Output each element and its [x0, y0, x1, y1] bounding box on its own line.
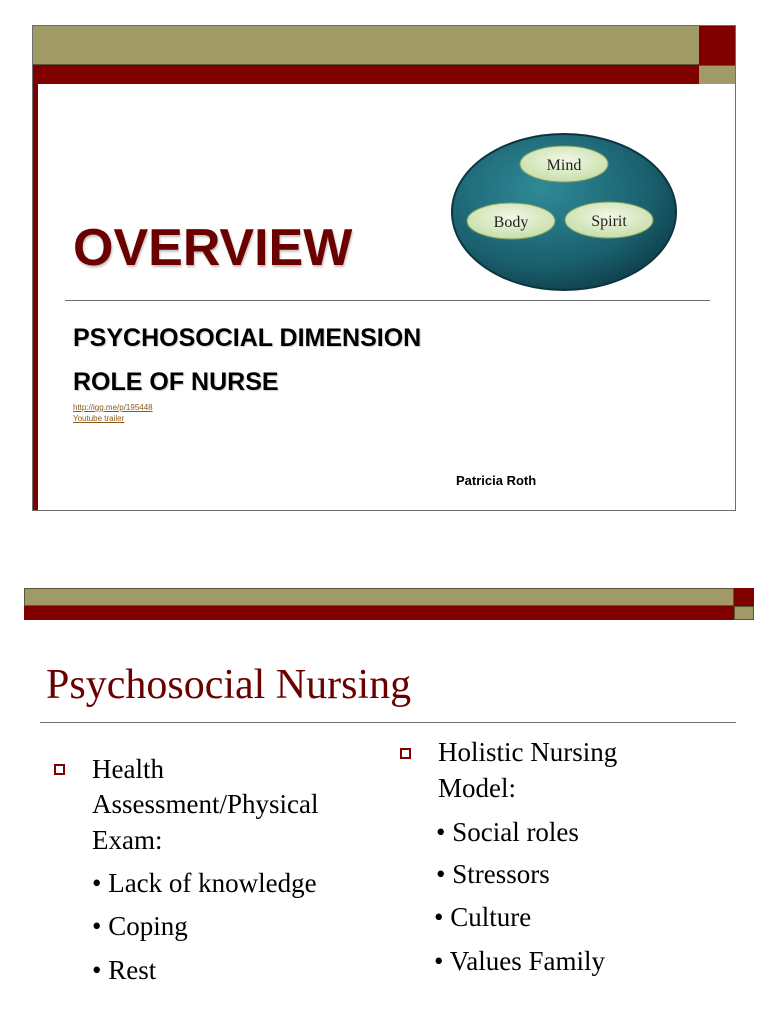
slide-title: OVERVIEW [73, 219, 353, 277]
list-item: • Stressors [436, 859, 550, 889]
header-olive-bar [24, 588, 734, 606]
slide-title: Psychosocial Nursing [46, 662, 412, 708]
right-heading-line: Holistic Nursing [438, 737, 618, 767]
author-name: Patricia Roth [456, 473, 537, 488]
list-item: • Coping [92, 911, 188, 941]
left-heading-line: Health [92, 754, 164, 784]
slide-overview [32, 25, 736, 511]
list-item: • Social roles [436, 817, 579, 847]
title-divider [40, 722, 736, 723]
left-heading-line: Assessment/Physical [92, 789, 319, 819]
mind-body-spirit-diagram [447, 126, 677, 301]
header-maroon-bar [24, 606, 734, 620]
right-heading-line: Model: [438, 773, 516, 803]
title-divider [65, 300, 710, 301]
list-item: • Culture [434, 902, 532, 932]
body-label: Body [493, 214, 529, 231]
list-item: • Lack of knowledge [92, 868, 317, 898]
header-corner-square [699, 26, 736, 65]
list-item: • Values Family [434, 946, 605, 976]
header-olive-bar [33, 26, 699, 65]
youtube-trailer-link[interactable]: Youtube trailer [73, 414, 125, 423]
subtitle-psychosocial: PSYCHOSOCIAL DIMENSION [73, 324, 422, 352]
spirit-label: Spirit [591, 213, 627, 230]
square-bullet-icon [54, 764, 65, 775]
left-heading-line: Exam: [92, 825, 163, 855]
mind-label: Mind [546, 157, 582, 174]
header-corner-square [734, 588, 754, 606]
subtitle-role: ROLE OF NURSE [73, 368, 279, 396]
left-accent-bar [33, 84, 38, 511]
header-maroon-bar [33, 65, 699, 84]
campaign-link[interactable]: http://igg.me/p/195448 [73, 403, 153, 412]
list-item: • Rest [92, 955, 157, 985]
square-bullet-icon [400, 748, 411, 759]
header-corner-square-small [734, 606, 754, 620]
header-corner-square-small [699, 65, 736, 84]
